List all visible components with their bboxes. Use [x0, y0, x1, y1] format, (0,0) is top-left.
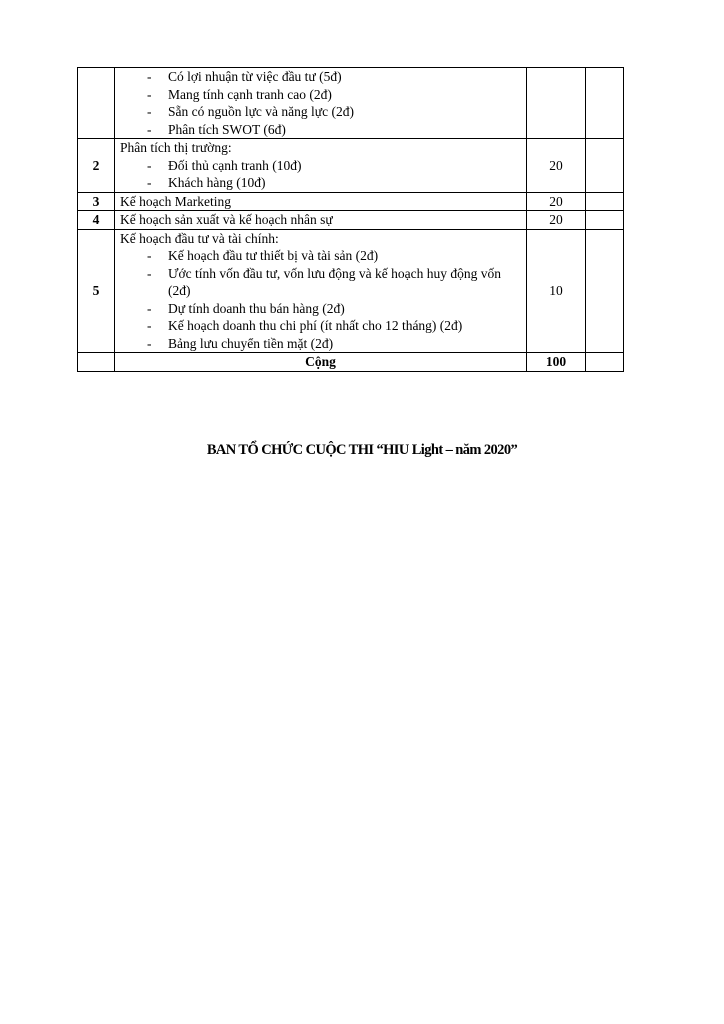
list-item [120, 103, 522, 121]
score-cell: 20 [527, 211, 586, 230]
list-item [120, 157, 522, 175]
criteria-cell [115, 68, 527, 139]
criteria-heading: Phân tích thị trường: [120, 140, 232, 155]
bullet-dash: - [147, 157, 152, 173]
score-cell: 10 [527, 229, 586, 353]
criteria-heading: Kế hoạch Marketing [120, 193, 231, 209]
score-cell: 20 [527, 139, 586, 193]
criterion-text: Ước tính vốn đầu tư, vốn lưu động và kế hoạch huy động vốn (2đ) [168, 265, 501, 298]
list-item [120, 247, 522, 265]
bullet-dash: - [147, 248, 152, 263]
row-number [78, 68, 115, 139]
total-row [78, 353, 624, 372]
criteria-cell [115, 139, 527, 193]
row-number: 4 [78, 211, 115, 230]
scoring-table [77, 67, 624, 372]
bullet-dash: - [147, 335, 152, 351]
empty-cell [78, 353, 115, 372]
organizer-signature-title: BAN TỔ CHỨC CUỘC THI “HIU Light – năm 2020” [206, 442, 518, 458]
criteria-list [120, 68, 522, 138]
criterion-text: Phân tích SWOT (6đ) [168, 121, 286, 137]
criterion-text: Mang tính cạnh tranh cao (2đ) [168, 86, 332, 102]
table-row [78, 229, 624, 353]
row-number: 5 [78, 229, 115, 353]
list-item [120, 86, 522, 104]
empty-cell [586, 68, 624, 139]
total-value: 100 [527, 353, 586, 372]
bullet-dash: - [147, 300, 152, 316]
empty-cell [586, 229, 624, 353]
bullet-dash: - [147, 69, 152, 84]
criterion-text: Bảng lưu chuyển tiền mặt (2đ) [168, 335, 334, 351]
criteria-list [120, 157, 522, 192]
table-row [78, 68, 624, 139]
list-item [120, 121, 522, 139]
empty-cell [586, 192, 624, 211]
table-row [78, 211, 624, 230]
bullet-dash: - [147, 175, 152, 190]
list-item [120, 300, 522, 318]
bullet-dash: - [147, 104, 152, 119]
bullet-dash: - [147, 86, 152, 102]
criteria-cell [115, 192, 527, 211]
bullet-dash: - [147, 318, 152, 333]
table-row [78, 192, 624, 211]
row-number: 3 [78, 192, 115, 211]
criterion-text: Có lợi nhuận từ việc đầu tư (5đ) [168, 69, 342, 84]
criteria-heading: Kế hoạch đầu tư và tài chính: [120, 230, 279, 246]
criterion-text: Dự tính doanh thu bán hàng (2đ) [168, 300, 345, 316]
bullet-dash: - [147, 121, 152, 137]
list-item [120, 335, 522, 353]
criterion-text: Kế hoạch doanh thu chi phí (ít nhất cho 12 tháng) (2đ) [168, 318, 463, 333]
criteria-cell [115, 229, 527, 353]
criterion-text: Sẵn có nguồn lực và năng lực (2đ) [168, 104, 354, 119]
list-item [120, 317, 522, 335]
criteria-list [120, 247, 522, 352]
criterion-text: Đối thủ cạnh tranh (10đ) [168, 157, 302, 173]
criteria-heading: Kế hoạch sản xuất và kế hoạch nhân sự [120, 212, 333, 227]
empty-cell [586, 139, 624, 193]
criterion-text: Kế hoạch đầu tư thiết bị và tài sản (2đ) [168, 248, 379, 263]
total-label: Cộng [115, 353, 527, 372]
bullet-dash: - [147, 265, 152, 281]
list-item [120, 174, 522, 192]
list-item [120, 265, 522, 300]
row-number: 2 [78, 139, 115, 193]
empty-cell [586, 353, 624, 372]
criteria-cell [115, 211, 527, 230]
score-cell: 20 [527, 192, 586, 211]
empty-cell [586, 211, 624, 230]
table-row [78, 139, 624, 193]
list-item [120, 68, 522, 86]
score-cell [527, 68, 586, 139]
criterion-text: Khách hàng (10đ) [168, 175, 266, 190]
